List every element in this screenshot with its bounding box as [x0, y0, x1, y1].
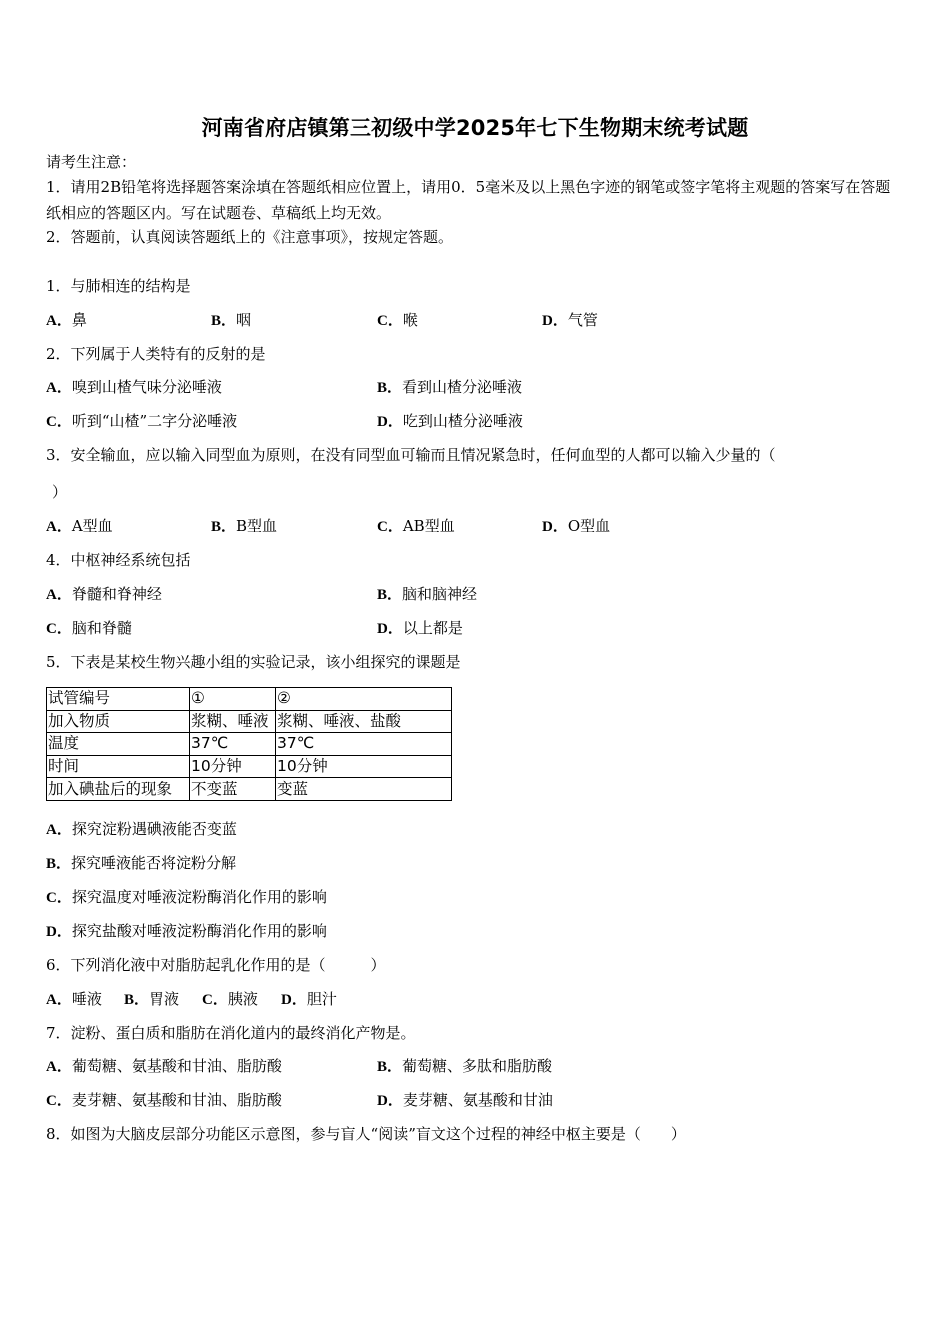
option-letter: D．: [377, 621, 403, 637]
q3-option-a[interactable]: [46, 517, 113, 536]
option-text: 唾液: [71, 990, 102, 1008]
q1-option-a[interactable]: [46, 311, 87, 330]
q3-option-c[interactable]: [377, 517, 455, 536]
option-text: 喉: [402, 311, 418, 329]
option-letter: B．: [377, 587, 403, 603]
q7-option-d[interactable]: [377, 1091, 553, 1110]
option-text: 胆汁: [306, 990, 337, 1008]
experiment-table: [46, 687, 452, 801]
option-text: 咽: [236, 311, 252, 329]
question-4-stem: 4．中枢神经系统包括: [46, 551, 191, 569]
option-letter: D．: [377, 1093, 403, 1109]
table-row: [47, 755, 452, 778]
question-3-stem-cont: ）: [52, 483, 68, 501]
option-letter: C．: [46, 890, 72, 906]
option-letter: D．: [281, 992, 307, 1008]
option-letter: B．: [377, 380, 403, 396]
q5-option-a[interactable]: [46, 820, 237, 839]
q6-option-b[interactable]: [124, 990, 179, 1009]
option-text: 探究温度对唾液淀粉酶消化作用的影响: [71, 888, 327, 906]
option-text: 脑和脑神经: [402, 585, 478, 603]
question-8-stem: 8．如图为大脑皮层部分功能区示意图，参与盲人“阅读”盲文这个过程的神经中枢主要是（ ）: [46, 1125, 686, 1143]
option-text: 脑和脊髓: [71, 619, 132, 637]
option-letter: B．: [211, 519, 237, 535]
option-text: 以上都是: [402, 619, 463, 637]
option-letter: D．: [46, 924, 72, 940]
table-cell: 浆糊、唾液: [190, 710, 276, 733]
option-letter: D．: [542, 313, 568, 329]
table-row: [47, 733, 452, 756]
question-6-stem: 6．下列消化液中对脂肪起乳化作用的是（ ）: [46, 956, 386, 974]
q4-option-a[interactable]: [46, 585, 162, 604]
option-text: O型血: [567, 517, 611, 535]
q5-option-b[interactable]: [46, 854, 236, 873]
notice-item-1: 1．请用2B铅笔将选择题答案涂填在答题纸相应位置上，请用0．5毫米及以上黑色字迹的钢笔或签字笔将主观题的答案写在答题纸相应的答题区内。写在试题卷、草稿纸上均无效。: [46, 178, 891, 222]
option-letter: A．: [46, 1059, 72, 1075]
option-letter: B．: [46, 856, 72, 872]
q1-option-b[interactable]: [211, 311, 251, 330]
question-2-stem: 2．下列属于人类特有的反射的是: [46, 345, 266, 363]
notice-item-2: 2．答题前，认真阅读答题纸上的《注意事项》，按规定答题。: [46, 228, 454, 246]
question-1-stem: 1．与肺相连的结构是: [46, 277, 191, 295]
option-text: 探究淀粉遇碘液能否变蓝: [71, 820, 237, 838]
q3-option-d[interactable]: [542, 517, 610, 536]
option-text: 气管: [567, 311, 598, 329]
option-letter: D．: [542, 519, 568, 535]
option-text: 胃液: [149, 990, 180, 1008]
table-cell: 试管编号: [47, 688, 190, 711]
q2-option-a[interactable]: [46, 378, 222, 397]
table-cell: ①: [190, 688, 276, 711]
question-7-stem: 7．淀粉、蛋白质和脂肪在消化道内的最终消化产物是。: [46, 1024, 416, 1042]
table-cell: 不变蓝: [190, 778, 276, 801]
table-cell: 变蓝: [276, 778, 452, 801]
q5-option-d[interactable]: [46, 922, 327, 941]
q3-option-b[interactable]: [211, 517, 277, 536]
option-text: 探究盐酸对唾液淀粉酶消化作用的影响: [71, 922, 327, 940]
option-text: 麦芽糖、氨基酸和甘油、脂肪酸: [71, 1091, 282, 1109]
table-cell: 37℃: [276, 733, 452, 756]
option-letter: B．: [211, 313, 237, 329]
table-cell: 加入物质: [47, 710, 190, 733]
option-text: B型血: [236, 517, 278, 535]
q1-option-d[interactable]: [542, 311, 598, 330]
option-letter: B．: [377, 1059, 403, 1075]
table-cell: 浆糊、唾液、盐酸: [276, 710, 452, 733]
option-letter: A．: [46, 992, 72, 1008]
option-text: A型血: [71, 517, 113, 535]
q2-option-c[interactable]: [46, 412, 237, 431]
table-cell: 加入碘盐后的现象: [47, 778, 190, 801]
option-text: 麦芽糖、氨基酸和甘油: [402, 1091, 553, 1109]
option-letter: C．: [46, 414, 72, 430]
option-letter: A．: [46, 587, 72, 603]
q4-option-d[interactable]: [377, 619, 463, 638]
option-letter: A．: [46, 380, 72, 396]
option-letter: C．: [46, 1093, 72, 1109]
option-text: 嗅到山楂气味分泌唾液: [71, 378, 222, 396]
option-text: AB型血: [402, 517, 455, 535]
option-letter: A．: [46, 822, 72, 838]
option-text: 胰液: [227, 990, 258, 1008]
q7-option-a[interactable]: [46, 1057, 282, 1076]
option-letter: C．: [377, 313, 403, 329]
question-3-stem: 3．安全输血，应以输入同型血为原则，在没有同型血可输而且情况紧急时，任何血型的人都可以输入少量的（: [46, 446, 776, 464]
q4-option-b[interactable]: [377, 585, 477, 604]
option-text: 听到“山楂”二字分泌唾液: [71, 412, 238, 430]
table-cell: 时间: [47, 755, 190, 778]
page-title: 河南省府店镇第三初级中学2025年七下生物期末统考试题: [201, 116, 749, 140]
option-letter: A．: [46, 313, 72, 329]
option-text: 看到山楂分泌唾液: [402, 378, 523, 396]
q2-option-b[interactable]: [377, 378, 522, 397]
q7-option-c[interactable]: [46, 1091, 282, 1110]
table-cell: 10分钟: [276, 755, 452, 778]
q6-option-c[interactable]: [202, 990, 258, 1009]
table-cell: 10分钟: [190, 755, 276, 778]
table-row: [47, 688, 452, 711]
option-letter: B．: [124, 992, 150, 1008]
table-row: [47, 778, 452, 801]
option-letter: C．: [377, 519, 403, 535]
q6-option-a[interactable]: [46, 990, 102, 1009]
q1-option-c[interactable]: [377, 311, 418, 330]
table-row: [47, 710, 452, 733]
q4-option-c[interactable]: [46, 619, 132, 638]
option-text: 探究唾液能否将淀粉分解: [71, 854, 237, 872]
option-text: 吃到山楂分泌唾液: [402, 412, 523, 430]
q7-option-b[interactable]: [377, 1057, 552, 1076]
q5-option-c[interactable]: [46, 888, 327, 907]
option-text: 葡萄糖、多肽和脂肪酸: [402, 1057, 553, 1075]
option-text: 葡萄糖、氨基酸和甘油、脂肪酸: [71, 1057, 282, 1075]
option-letter: C．: [46, 621, 72, 637]
option-letter: C．: [202, 992, 228, 1008]
q6-option-d[interactable]: [281, 990, 337, 1009]
question-5-stem: 5．下表是某校生物兴趣小组的实验记录，该小组探究的课题是: [46, 653, 461, 671]
option-letter: D．: [377, 414, 403, 430]
table-cell: ②: [276, 688, 452, 711]
option-text: 鼻: [71, 311, 87, 329]
option-text: 脊髓和脊神经: [71, 585, 162, 603]
table-cell: 温度: [47, 733, 190, 756]
table-cell: 37℃: [190, 733, 276, 756]
option-letter: A．: [46, 519, 72, 535]
q2-option-d[interactable]: [377, 412, 523, 431]
notice-heading: 请考生注意：: [46, 153, 137, 171]
